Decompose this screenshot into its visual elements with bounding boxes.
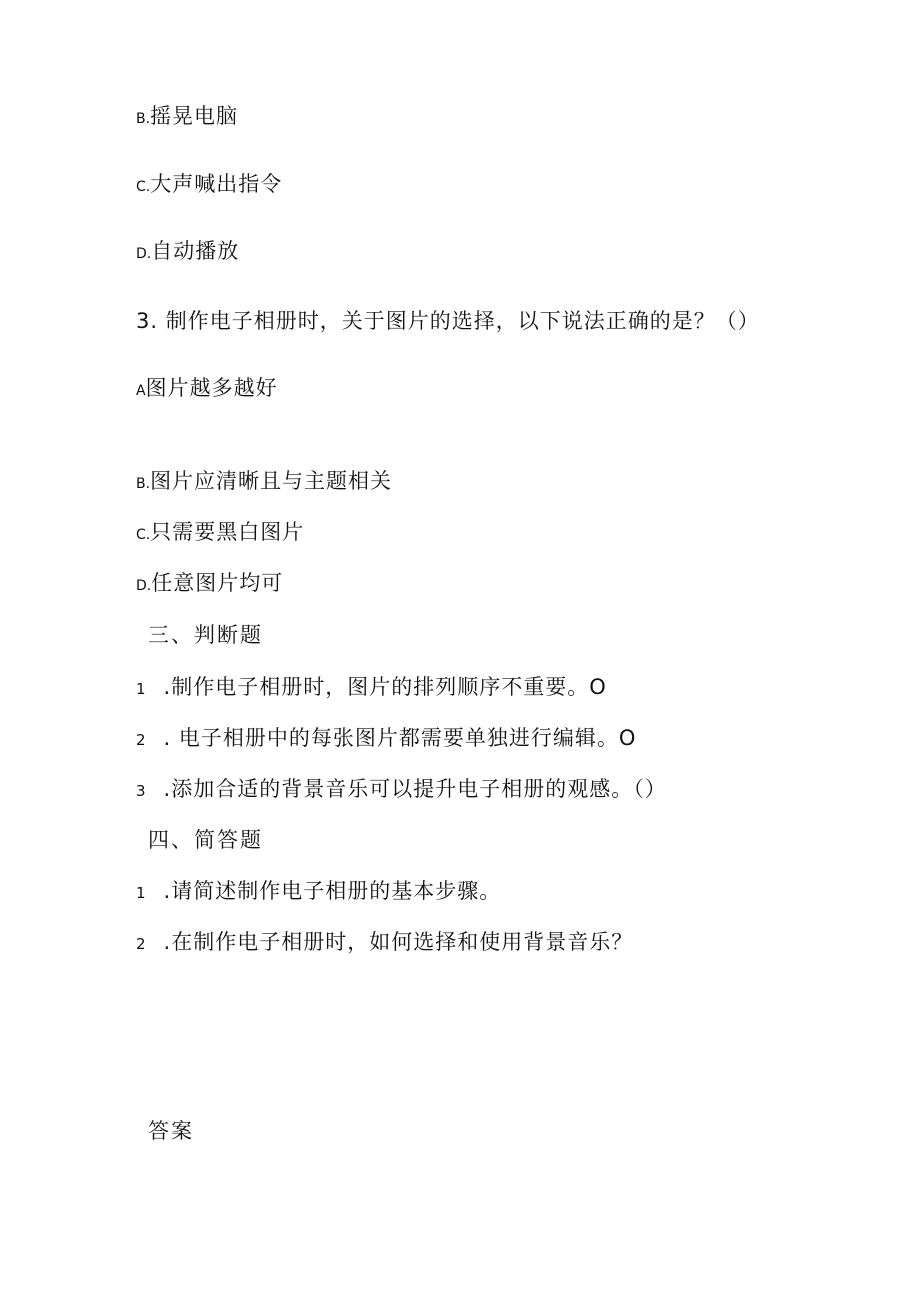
item-text: .制作电子相册时，图片的排列顺序不重要。O xyxy=(163,675,607,699)
item-text: .添加合适的背景音乐可以提升电子相册的观感。（） xyxy=(163,777,667,801)
item-number: 3 xyxy=(136,782,146,800)
option-text: 任意图片均可 xyxy=(151,571,284,595)
option-text: 大声喊出指令 xyxy=(150,172,283,196)
judgment-item-2 xyxy=(136,725,636,753)
short-answer-item-1 xyxy=(136,878,501,906)
option-text: 图片越多越好 xyxy=(145,376,278,400)
short-answer-item-2 xyxy=(136,929,633,957)
option-text: 摇晃电脑 xyxy=(150,104,239,128)
answer-heading: 答案 xyxy=(148,1119,194,1143)
option-2c xyxy=(136,171,282,200)
section-3-title: 三、判断题 xyxy=(148,623,263,647)
option-2b xyxy=(136,103,238,132)
option-text: 自动播放 xyxy=(151,239,240,263)
item-number: 1 xyxy=(136,680,146,698)
item-text: .在制作电子相册时，如何选择和使用背景音乐？ xyxy=(163,930,634,954)
item-text: . 电子相册中的每张图片都需要单独进行编辑。O xyxy=(163,726,637,750)
option-letter: C. xyxy=(136,527,151,543)
option-letter: D. xyxy=(136,246,152,262)
option-letter: B. xyxy=(136,476,151,492)
option-2d xyxy=(136,238,239,267)
option-3a xyxy=(136,375,278,404)
option-3d xyxy=(136,570,283,599)
option-letter: C. xyxy=(136,179,151,195)
item-number: 2 xyxy=(136,731,146,749)
option-letter: B. xyxy=(136,111,151,127)
option-text: 图片应清晰且与主题相关 xyxy=(150,469,393,493)
item-number: 1 xyxy=(136,884,146,902)
section-4-title: 四、简答题 xyxy=(148,828,263,852)
question-3-stem: 3. 制作电子相册时，关于图片的选择，以下说法正确的是？（） xyxy=(136,309,760,333)
judgment-item-3 xyxy=(136,776,667,804)
option-3c xyxy=(136,519,304,548)
item-text: .请简述制作电子相册的基本步骤。 xyxy=(163,879,502,903)
item-number: 2 xyxy=(136,935,146,953)
option-3b xyxy=(136,468,392,497)
option-letter: D. xyxy=(136,578,152,594)
option-letter: A xyxy=(136,383,146,399)
option-text: 只需要黑白图片 xyxy=(150,520,305,544)
judgment-item-1 xyxy=(136,674,607,702)
